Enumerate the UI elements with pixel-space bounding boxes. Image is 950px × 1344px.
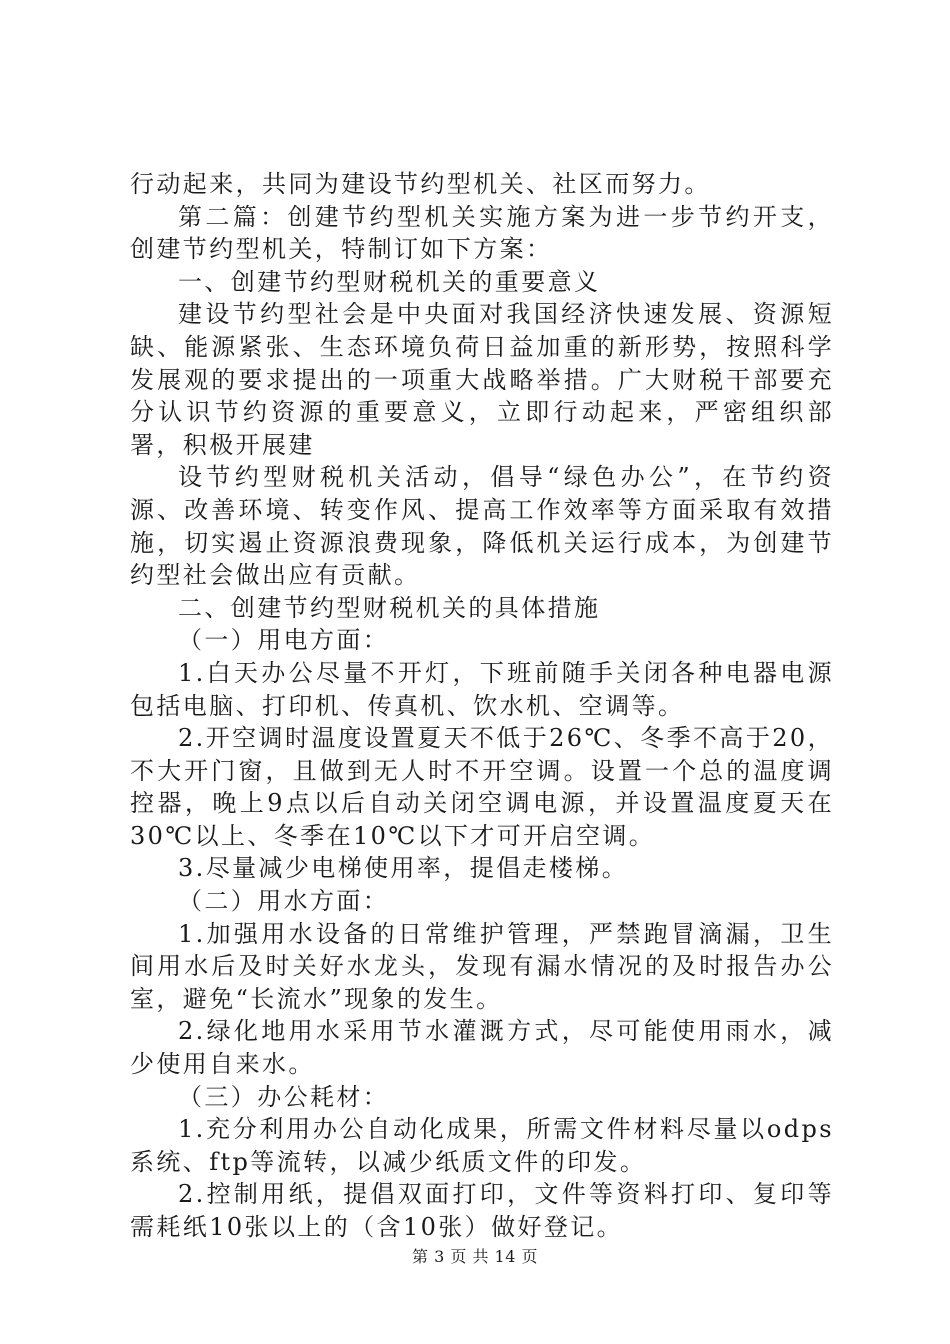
subsection-water: （二）用水方面： xyxy=(178,887,390,916)
paragraph-2: 第二篇：创建节约型机关实施方案为进一步节约开支，创建节约型机关，特制订如下方案： xyxy=(130,202,834,264)
section-heading-2: 二、创建节约型财税机关的具体措施 xyxy=(178,593,601,622)
list-item-supplies-1: 1.充分利用办公自动化成果，所需文件材料尽量以odps系统、ftp等流转，以减少纸质文件的印发。 xyxy=(130,1115,834,1176)
subsection-electricity: （一）用电方面： xyxy=(178,626,390,655)
document-body xyxy=(130,168,834,1244)
list-item-electricity-1: 1.白天办公尽量不开灯，下班前随手关闭各种电器电源包括电脑、打印机、传真机、饮水机、空调等。 xyxy=(130,658,834,720)
paragraph-4: 设节约型财税机关活动，倡导“绿色办公”，在节约资源、改善环境、转变作风、提高工作效率等方面采取有效措施，切实遏止资源浪费现象，降低机关运行成本，为创建节约型社会做出应有贡献。 xyxy=(130,463,834,590)
list-item-electricity-3: 3.尽量减少电梯使用率，提倡走楼梯。 xyxy=(178,854,629,883)
section-heading-1: 一、创建节约型财税机关的重要意义 xyxy=(178,267,601,296)
list-item-water-2: 2.绿化地用水采用节水灌溉方式，尽可能使用雨水，减少使用自来水。 xyxy=(130,1017,834,1079)
list-item-electricity-2: 2.开空调时温度设置夏天不低于26℃、冬季不高于20，不大开门窗，且做到无人时不开空调。设置一个总的温度调控器，晚上9点以后自动关闭空调电源，并设置温度夏天在30℃以上、冬季在10℃以下才可开启空调。 xyxy=(130,724,834,850)
subsection-office-supplies: （三）办公耗材： xyxy=(178,1082,390,1111)
paragraph-3: 建设节约型社会是中央面对我国经济快速发展、资源短缺、能源紧张、生态环境负荷日益加重的新形势，按照科学发展观的要求提出的一项重大战略举措。广大财税干部要充分认识节约资源的重要意义，立即行动起来，严密组织部署，积极开展建 xyxy=(130,300,834,459)
list-item-water-1: 1.加强用水设备的日常维护管理，严禁跑冒滴漏，卫生间用水后及时关好水龙头，发现有漏水情况的及时报告办公室，避免“长流水”现象的发生。 xyxy=(130,919,834,1013)
paragraph-1: 行动起来，共同为建设节约型机关、社区而努力。 xyxy=(130,170,711,198)
list-item-supplies-2: 2.控制用纸，提倡双面打印，文件等资料打印、复印等需耗纸10张以上的（含10张）做好登记。 xyxy=(130,1180,834,1241)
page-footer: 第 3 页 共 14 页 xyxy=(412,1247,538,1266)
